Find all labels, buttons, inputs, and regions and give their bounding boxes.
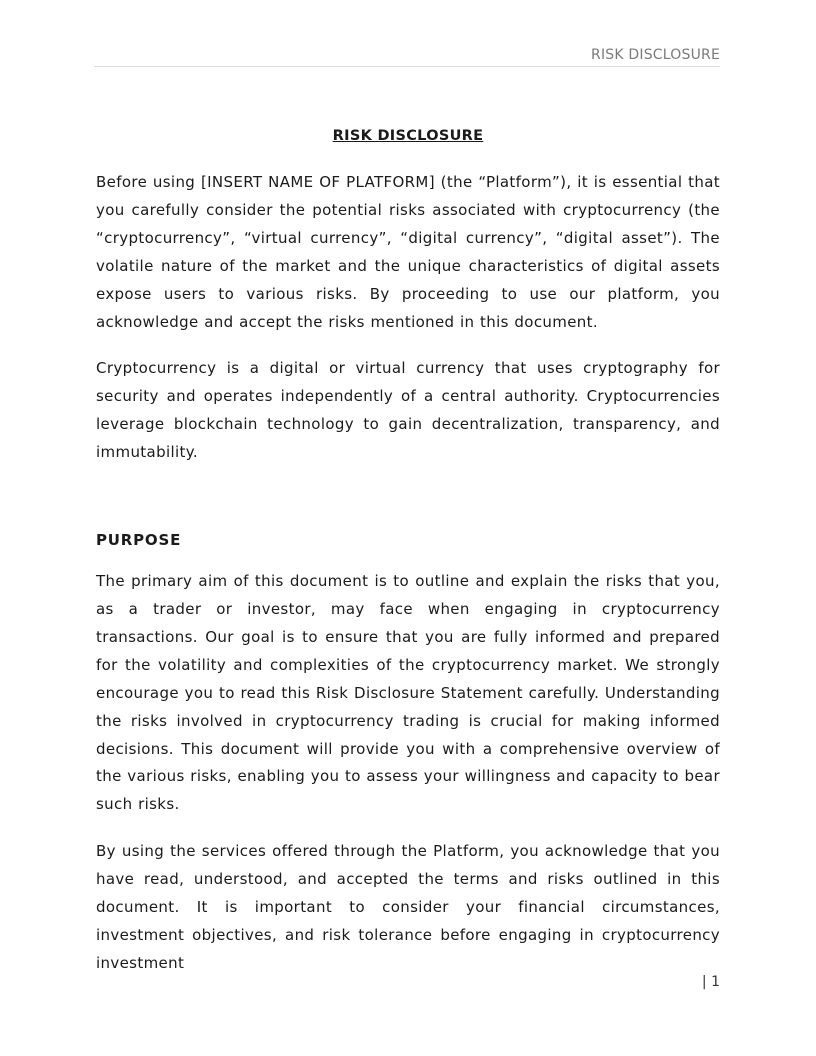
purpose-heading: PURPOSE xyxy=(96,531,182,550)
page-number: | 1 xyxy=(701,974,720,990)
header-title: RISK DISCLOSURE xyxy=(591,47,720,63)
page-header xyxy=(94,46,720,67)
intro-paragraph: Cryptocurrency is a digital or virtual currency that uses cryptography for security and operates independently of a central authority. Cryptocurrencies leverage blockchain technology to gain decentralization, transparency, and immutability. xyxy=(96,359,720,462)
document-body xyxy=(96,128,720,997)
purpose-paragraph: By using the services offered through the Platform, you acknowledge that you have read, understood, and accepted the terms and risks outlined in this document. It is important to consider your financial circumstances, investment objectives, and risk tolerance before engaging in cryptocurrency investment xyxy=(96,842,720,972)
purpose-paragraph: The primary aim of this document is to outline and explain the risks that you, as a trader or investor, may face when engaging in cryptocurrency transactions. Our goal is to ensure that you are fully informed and prepared for the volatility and complexities of the cryptocurrency market. We strongly encourage you to read this Risk Disclosure Statement carefully. Understanding the risks involved in cryptocurrency trading is crucial for making informed decisions. This document will provide you with a comprehensive overview of the various risks, enabling you to assess your willingness and capacity to bear such risks. xyxy=(96,572,720,814)
intro-paragraph: Before using [INSERT NAME OF PLATFORM] (the “Platform”), it is essential that you carefully consider the potential risks associated with cryptocurrency (the “cryptocurrency”, “virtual currency”, “digital currency”, “digital asset”). The volatile nature of the market and the unique characteristics of digital assets expose users to various risks. By proceeding to use our platform, you acknowledge and accept the risks mentioned in this document. xyxy=(96,173,720,331)
document-title: RISK DISCLOSURE xyxy=(332,128,484,144)
